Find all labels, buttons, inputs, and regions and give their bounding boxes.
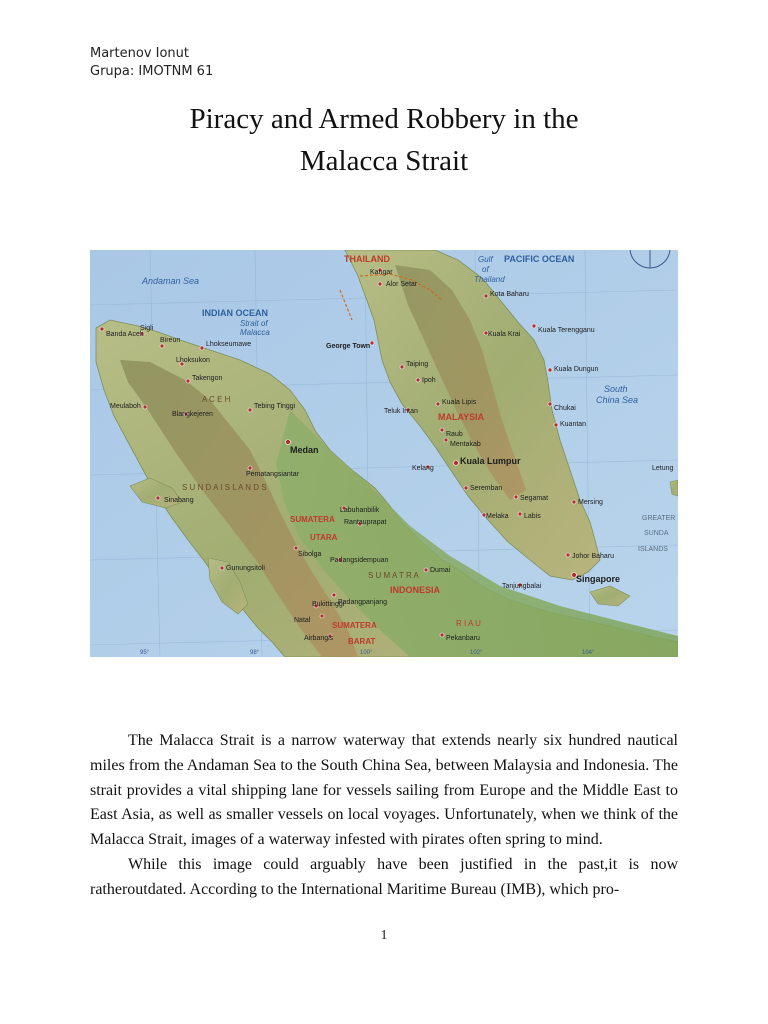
map-label-malaysia: MALAYSIA — [438, 412, 485, 422]
map-label-greater: GREATER — [642, 515, 676, 522]
map-label-banda-aceh: Banda Aceh — [106, 331, 144, 338]
map-label-lon98: 98° — [250, 650, 260, 656]
map-label-sumatera-utara: SUMATERA — [290, 515, 335, 524]
map-label-thailand-gulf: Thailand — [474, 275, 505, 284]
map-label-mentakab: Mentakab — [450, 441, 481, 448]
map-label-thailand: THAILAND — [344, 254, 390, 264]
map-label-natal: Natal — [294, 617, 311, 624]
map-label-lon102: 102° — [470, 650, 483, 656]
map-label-indonesia: INDONESIA — [390, 585, 441, 595]
map-label-malacca: Malacca — [240, 328, 270, 337]
map-label-lon104: 104° — [582, 650, 595, 656]
map-label-letung: Letung — [652, 465, 674, 472]
map-label-johor-baharu: Johor Baharu — [572, 553, 615, 560]
map-label-sunda: SUNDA — [644, 530, 669, 537]
map-label-airbangis: Airbangis — [304, 635, 334, 642]
map-label-labuhanbilik: Labuhanbilik — [340, 507, 380, 514]
map-label-george-town: George Town — [326, 343, 371, 350]
author-name: Martenov Ionut — [90, 46, 190, 61]
map-label-lhoksukon: Lhoksukon — [176, 357, 210, 364]
map-label-melaka: Melaka — [486, 513, 509, 520]
map-label-meulaboh: Meulaboh — [110, 403, 141, 410]
map-label-kota-baharu: Kota Baharu — [490, 291, 529, 298]
malacca-strait-map — [90, 250, 678, 657]
map-label-lhokseumawe: Lhokseumawe — [206, 341, 252, 348]
map-label-kuala-terengganu: Kuala Terengganu — [538, 327, 595, 334]
map-label-islands: ISLANDS — [638, 546, 668, 553]
title-line-1: Piracy and Armed Robbery in the — [189, 103, 579, 135]
map-label-kuantan: Kuantan — [560, 421, 587, 428]
map-label-bukittinggi: Bukittinggi — [312, 601, 345, 608]
map-label-alor-setar: Alor Setar — [386, 281, 418, 288]
paragraph-2: While this image could arguably have been justified in the past,it is now ratheroutdated. According to the International Maritime Bureau (IMB), which pro- — [90, 855, 678, 898]
map-label-kuala-krai: Kuala Krai — [488, 331, 521, 338]
map-label-tebing-tinggi: Tebing Tinggi — [254, 403, 296, 410]
map-label-padangpanjang: Padangpanjang — [338, 599, 388, 606]
author-block — [90, 45, 213, 81]
map-label-pematangsiantar: Pematangsiantar — [246, 471, 299, 478]
map-label-sunda-islands: S U N D A I S L A N D S — [182, 483, 267, 492]
map-label-sumatera-barat: SUMATERA — [332, 621, 377, 630]
map-label-gulf: Gulf — [478, 255, 493, 264]
map-label-chukai: Chukai — [554, 405, 576, 412]
map-label-raub: Raub — [446, 431, 463, 438]
map-label-padangsidempuan: Padangsidempuan — [330, 557, 389, 564]
map-label-aceh: A C E H — [202, 395, 231, 404]
group-label: Grupa: IMOTNM 61 — [90, 64, 214, 79]
map-label-tanjungbalai: Tanjungbalai — [502, 583, 542, 590]
map-label-sibolga: Sibolga — [298, 551, 322, 558]
map-label-andaman-sea: Andaman Sea — [142, 276, 200, 286]
map-label-singapore: Singapore — [576, 574, 621, 584]
map-graphic — [90, 250, 678, 657]
map-label-gunungsitoli: Gunungsitoli — [226, 565, 265, 572]
map-label-south: South — [604, 384, 628, 394]
map-label-medan: Medan — [290, 445, 319, 455]
map-label-indian-ocean: INDIAN OCEAN — [202, 308, 269, 318]
map-label-rantauprapat: Rantauprapat — [344, 519, 387, 526]
map-label-lon95: 95° — [140, 650, 150, 656]
map-label-pekanbaru: Pekanbaru — [446, 635, 480, 642]
map-label-labis: Labis — [524, 513, 541, 520]
map-label-segamat: Segamat — [520, 495, 549, 502]
map-label-mersing: Mersing — [578, 499, 603, 506]
map-label-kangar: Kangar — [370, 269, 393, 276]
title-line-2: Malacca Strait — [299, 145, 469, 177]
map-label-kuala-dungun: Kuala Dungun — [554, 366, 599, 373]
map-label-dumai: Dumai — [430, 567, 451, 574]
map-label-sumatra: S U M A T R A — [368, 571, 419, 580]
document-title — [90, 98, 678, 182]
map-label-seremban: Seremban — [470, 485, 503, 492]
map-label-kuala-lipis: Kuala Lipis — [442, 399, 477, 406]
map-label-china-sea: China Sea — [596, 395, 639, 405]
map-label-blangkejeren: Blangkejeren — [172, 411, 213, 418]
map-label-sinabang: Sinabang — [164, 497, 194, 504]
map-label-sigli: Sigli — [140, 325, 154, 332]
map-label-ipoh: Ipoh — [422, 377, 436, 384]
map-label-of: of — [482, 265, 489, 274]
map-label-takengon: Takengon — [192, 375, 223, 382]
map-label-kelang: Kelang — [412, 465, 434, 472]
map-label-teluk-intan: Teluk Intan — [384, 408, 418, 415]
map-label-pacific-ocean: PACIFIC OCEAN — [504, 254, 575, 264]
map-label-taiping: Taiping — [406, 361, 429, 368]
page-number: 1 — [380, 928, 388, 943]
map-label-lon100: 100° — [360, 650, 373, 656]
body-text — [90, 729, 678, 903]
map-label-bireun: Bireun — [160, 337, 181, 344]
map-label-barat: BARAT — [348, 637, 376, 646]
map-label-utara: UTARA — [310, 533, 338, 542]
map-label-riau: R I A U — [456, 619, 481, 628]
map-label-strait-of: Strait of — [240, 319, 268, 328]
paragraph-1: The Malacca Strait is a narrow waterway that extends nearly six hundred nautical miles from the Andaman Sea to the South China Sea, between Malaysia and Indonesia. The strait provides a vital shipping lane for vessels sailing from Europe and the Middle East to East Asia, as well as smaller vessels on local voyages. Unfortunately, when we think of the Malacca Strait, images of a waterway infested with pirates often spring to mind. — [90, 732, 678, 849]
map-label-kuala-lumpur: Kuala Lumpur — [460, 456, 521, 466]
